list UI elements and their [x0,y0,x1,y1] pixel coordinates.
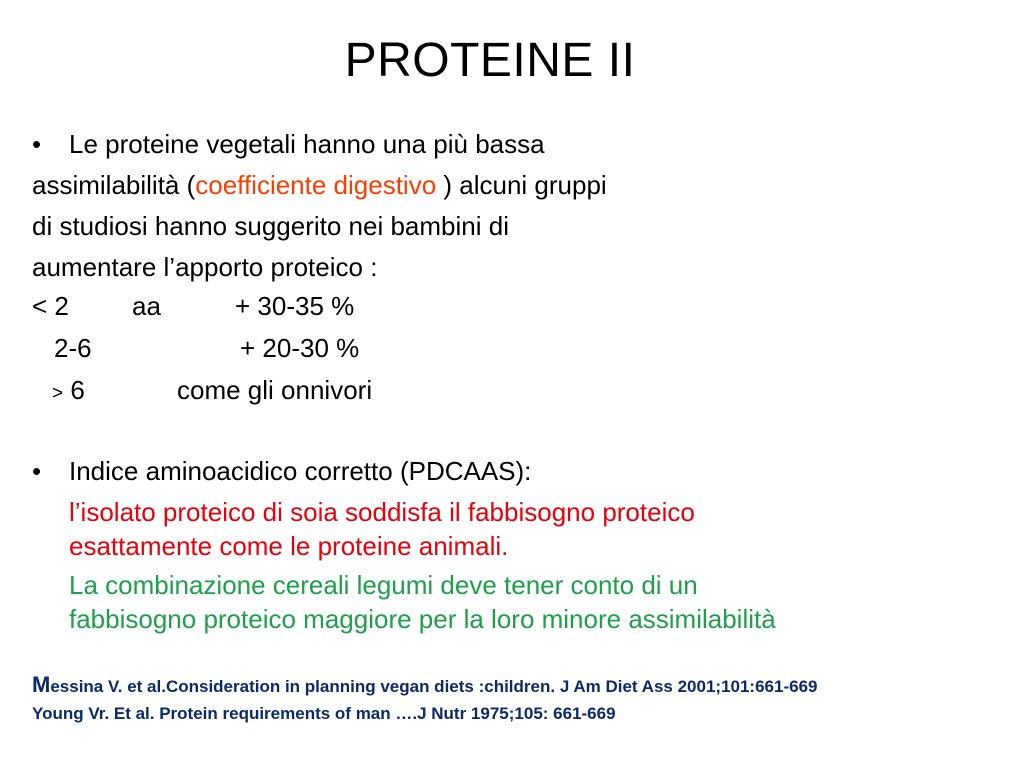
age-row-2-age: 2-6 [54,333,92,363]
slide-title: PROTEINE II [344,34,636,87]
age-row-3-value: come gli onnivori [177,375,373,405]
soia-statement-line-1: l’isolato proteico di soia soddisfa il fabbisogno proteico [69,497,695,527]
age-row-3-age [52,374,85,410]
bullet-2-heading: Indice aminoacidico corretto (PDCAAS): [69,456,532,486]
age-row-3-symbol: > [52,383,64,404]
age-row-1-unit: aa [132,291,161,321]
age-row-1-age: < 2 [32,291,69,321]
cereal-legume-statement-line-1: La combinazione cereali legumi deve tener conto di un [69,570,698,600]
bullet-1-line-2-pre: assimilabilità ( [32,170,196,200]
soia-statement-line-2: esattamente come le proteine animali. [69,531,509,561]
bullet-1-line-2 [32,169,607,201]
age-row-1-value: + 30-35 % [235,291,355,321]
highlight-coefficiente-digestivo: coefficiente digestivo [195,170,437,200]
bullet-1-line-2-post: ) alcuni gruppi [436,170,607,200]
cereal-legume-statement-line-2: fabbisogno proteico maggiore per la loro minore assimilabilità [69,604,776,634]
age-row-2-value: + 20-30 % [240,333,360,363]
age-row-3-age-value: 6 [70,375,85,405]
bullet-1-dot: • [32,129,42,159]
reference-1-initial: M [32,672,51,697]
bullet-1-line-4: aumentare l’apporto proteico : [32,252,378,282]
reference-1-text: essina V. et al.Consideration in planning vegan diets :children. J Am Diet Ass 2001;101:661-669 [50,677,818,696]
bullet-1-line-1: Le proteine vegetali hanno una più bassa [69,129,545,159]
bullet-1-line-3: di studiosi hanno suggerito nei bambini di [32,211,509,241]
reference-1 [32,674,818,698]
bullet-2-dot: • [32,456,42,486]
reference-2: Young Vr. Et al. Protein requirements of man ….J Nutr 1975;105: 661-669 [32,704,616,723]
